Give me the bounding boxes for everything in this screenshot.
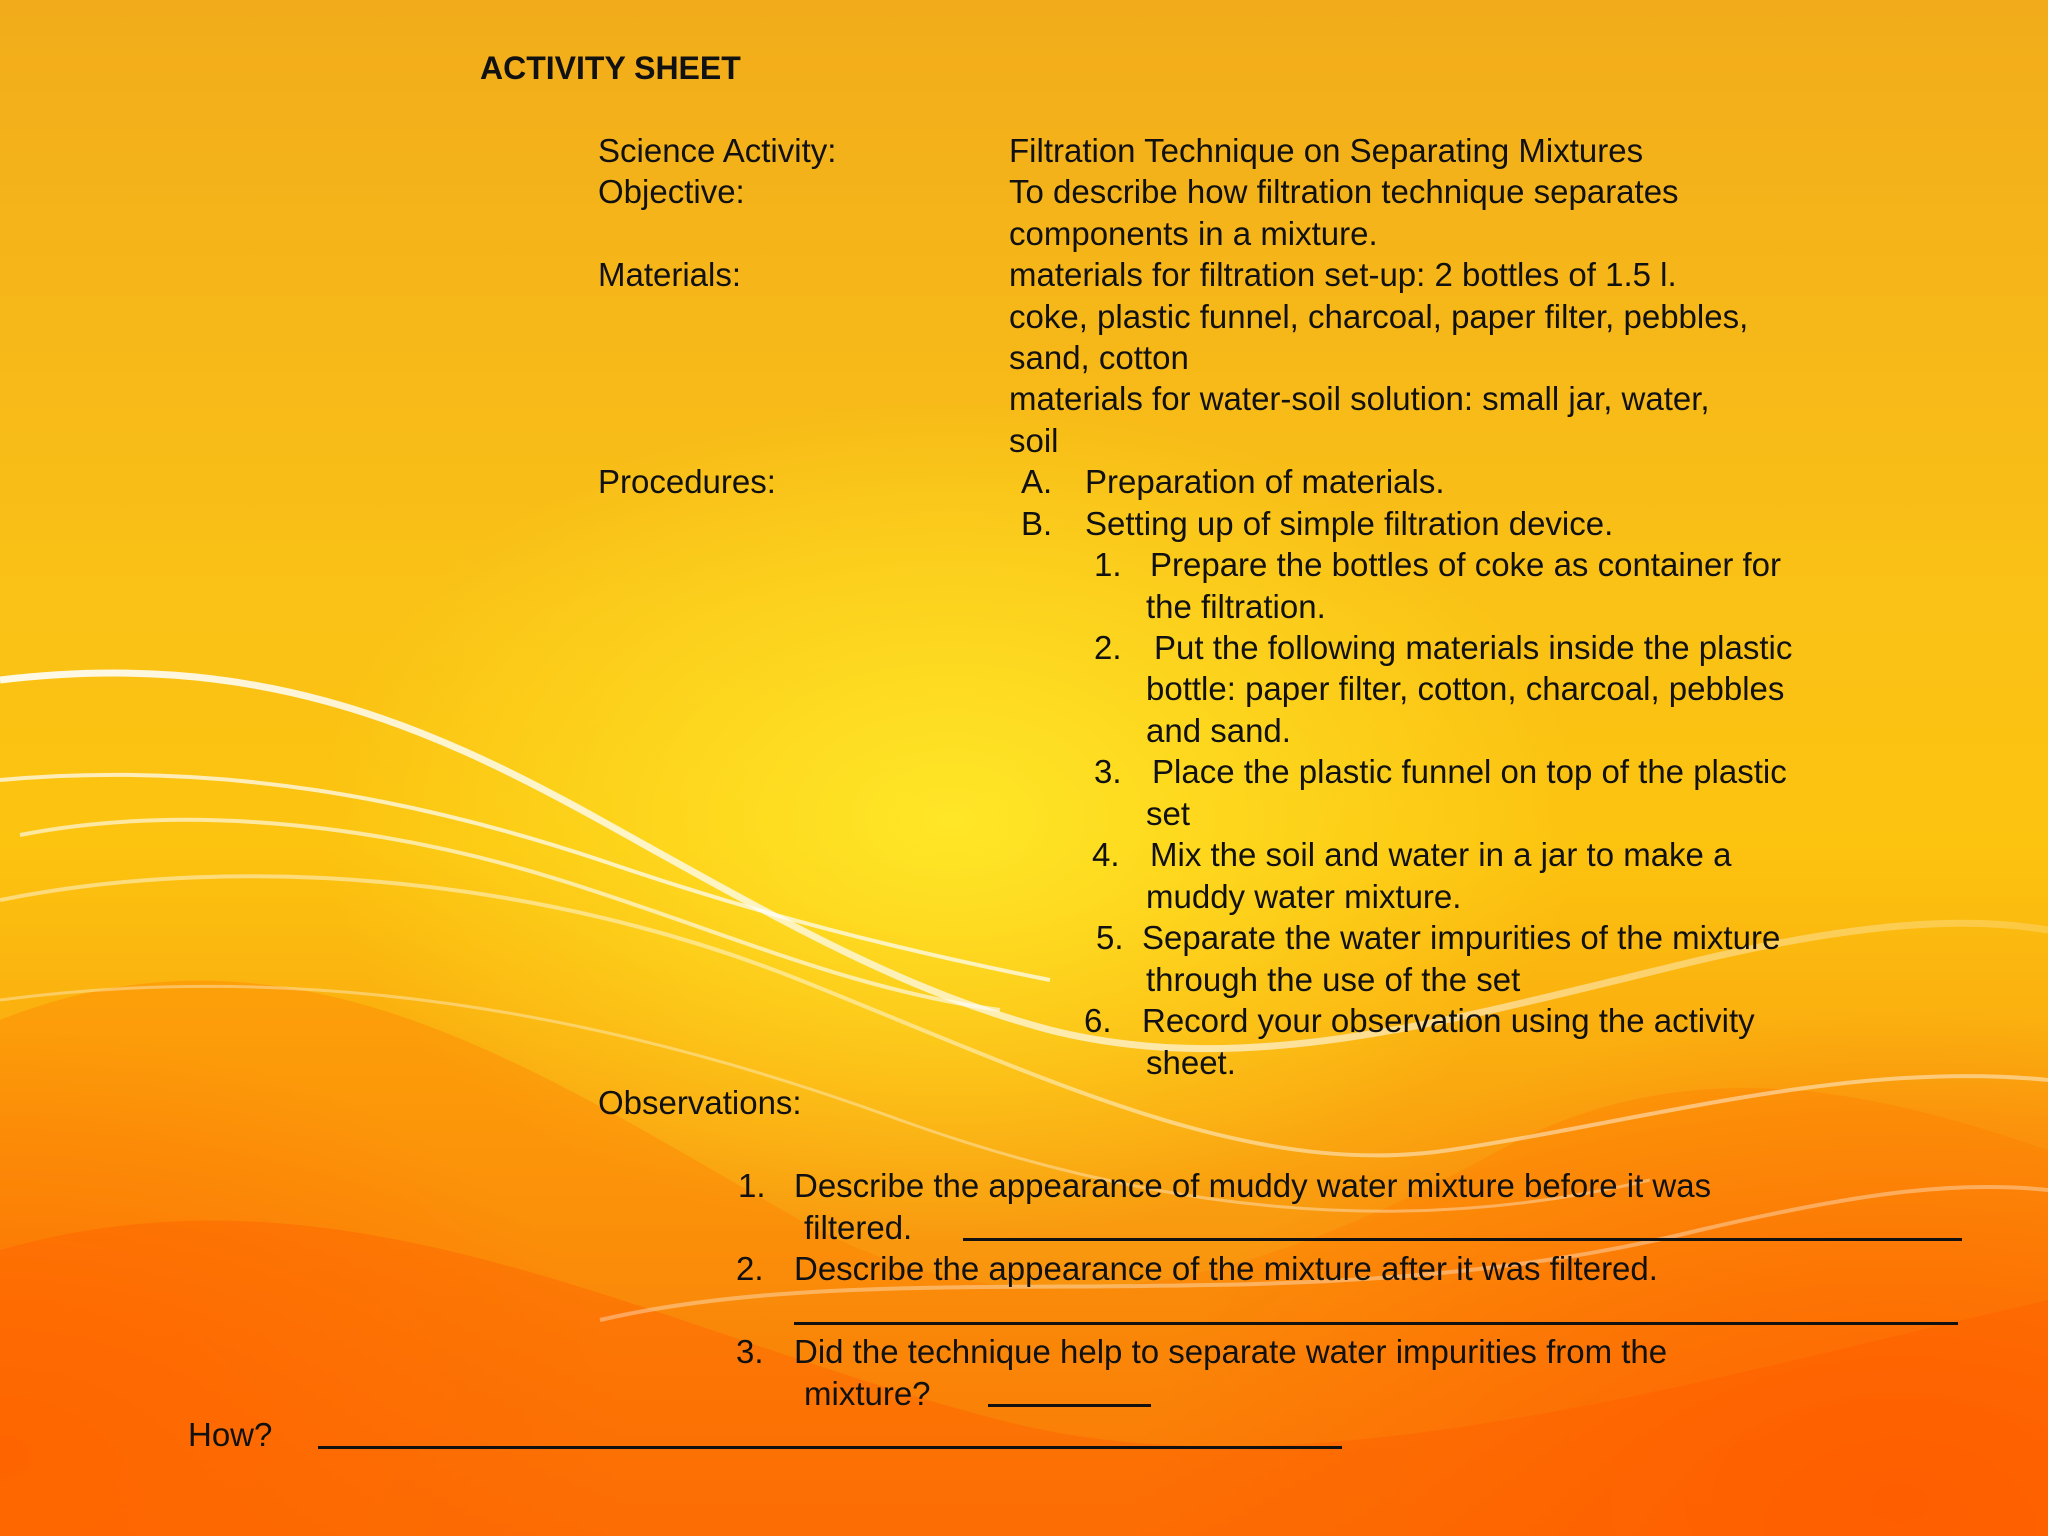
procedure-b-text: Setting up of simple filtration device. [1085,505,1614,542]
step-marker: 4. [1092,836,1120,873]
step-line: Separate the water impurities of the mixture [1142,919,1781,956]
observation-line: Describe the appearance of muddy water mixture before it was [794,1167,1712,1204]
science-activity-label: Science Activity: [598,132,837,169]
materials-label: Materials: [598,256,742,293]
step-marker: 3. [1094,753,1122,790]
observation-1-answer-blank[interactable] [963,1238,1962,1241]
page-title: ACTIVITY SHEET [480,50,741,86]
step-line: Record your observation using the activity [1142,1002,1755,1039]
observation-marker: 2. [736,1250,764,1287]
materials-line: materials for filtration set-up: 2 bottles of 1.5 l. [1009,256,1677,293]
observation-line: Describe the appearance of the mixture after it was filtered. [794,1250,1658,1287]
observations-label: Observations: [598,1084,802,1121]
how-label: How? [188,1416,273,1453]
step-line: Mix the soil and water in a jar to make a [1150,836,1732,873]
procedures-label: Procedures: [598,463,776,500]
observation-marker: 1. [738,1167,766,1204]
objective-line: components in a mixture. [1009,215,1378,252]
observation-3-answer-blank[interactable] [988,1404,1151,1407]
step-marker: 5. [1096,919,1124,956]
observation-line: filtered. [804,1209,913,1246]
step-line: the filtration. [1146,588,1326,625]
step-line: bottle: paper filter, cotton, charcoal, pebbles [1146,670,1785,707]
step-line: through the use of the set [1146,961,1521,998]
step-line: sheet. [1146,1044,1236,1081]
observation-marker: 3. [736,1333,764,1370]
observation-line: Did the technique help to separate water impurities from the [794,1333,1668,1370]
materials-line: sand, cotton [1009,339,1189,376]
step-line: and sand. [1146,712,1291,749]
step-line: muddy water mixture. [1146,878,1462,915]
objective-label: Objective: [598,173,745,210]
step-line: set [1146,795,1191,832]
observation-line: mixture? [804,1375,931,1412]
step-marker: 6. [1084,1002,1112,1039]
observation-2-answer-blank[interactable] [794,1322,1958,1325]
how-answer-blank[interactable] [318,1446,1342,1449]
step-line: Prepare the bottles of coke as container for [1150,546,1782,583]
procedure-b-marker: B. [1021,505,1053,542]
step-marker: 2. [1094,629,1122,666]
procedure-a-text: Preparation of materials. [1085,463,1445,500]
materials-line: materials for water-soil solution: small jar, water, [1009,380,1710,417]
science-activity-value: Filtration Technique on Separating Mixtures [1009,132,1644,169]
materials-line: coke, plastic funnel, charcoal, paper filter, pebbles, [1009,298,1749,335]
step-marker: 1. [1094,546,1122,583]
objective-line: To describe how filtration technique separates [1009,173,1679,210]
step-line: Place the plastic funnel on top of the plastic [1152,753,1787,790]
materials-line: soil [1009,422,1059,459]
step-line: Put the following materials inside the plastic [1154,629,1793,666]
procedure-a-marker: A. [1021,463,1053,500]
